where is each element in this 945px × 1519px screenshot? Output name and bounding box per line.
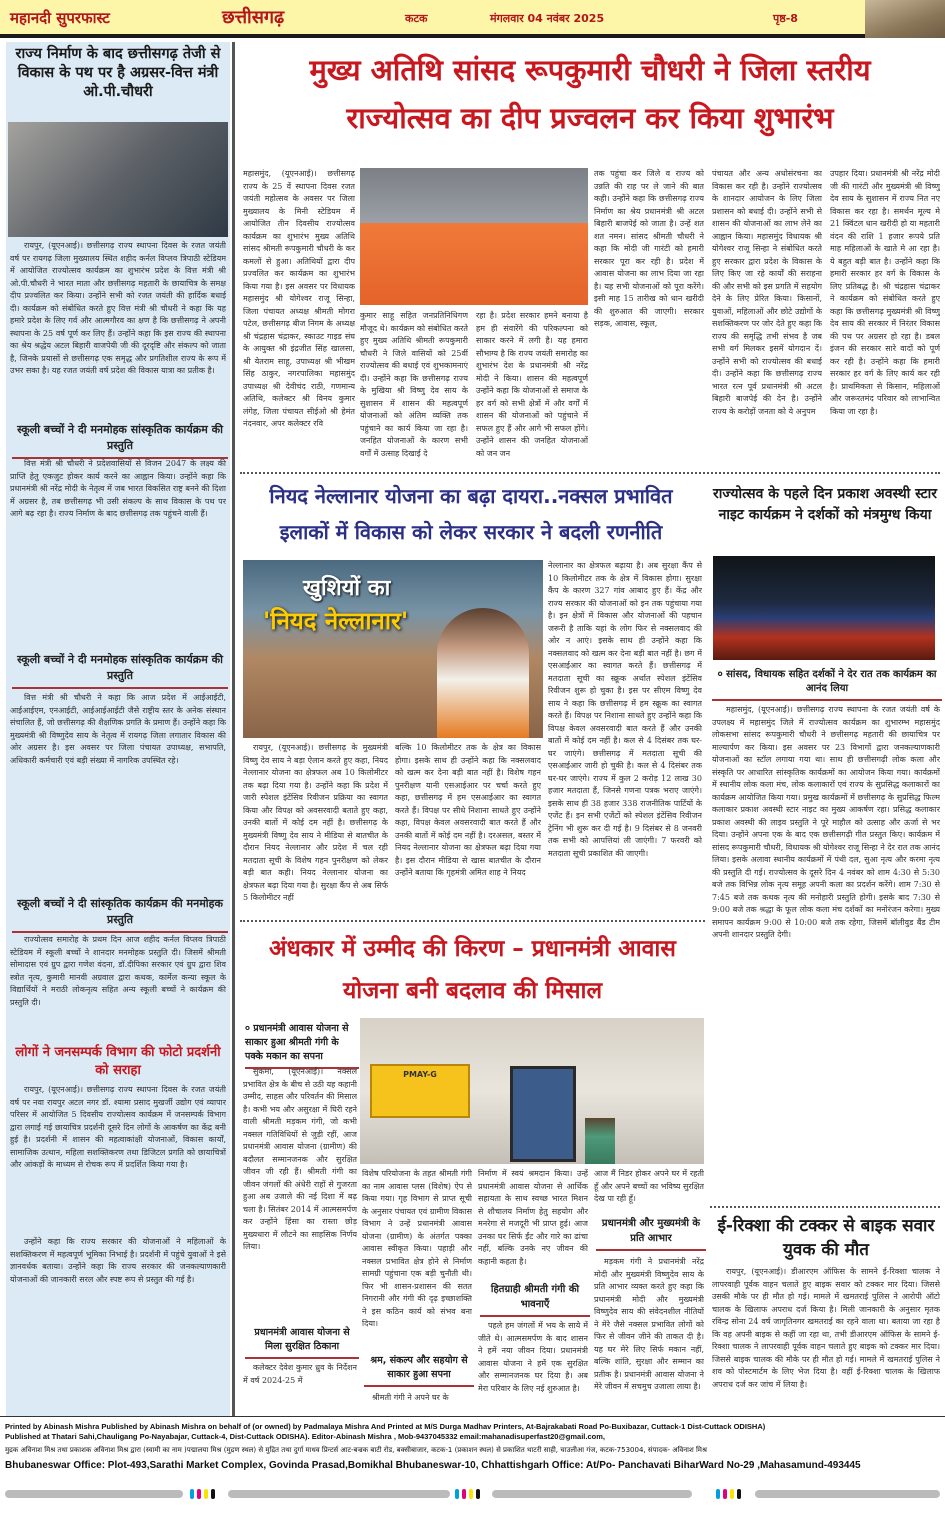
niyad-headline-line-1: नियद नेल्लानार योजना का बढ़ा दायरा..नक्सल प्रभावित xyxy=(269,484,673,508)
left-subhead-1: स्कूली बच्चों ने दी मनमोहक सांस्कृतिक कार्यक्रम की प्रस्तुति xyxy=(12,422,228,459)
page-number: पृष्ठ-8 xyxy=(773,12,798,25)
awas-headline xyxy=(240,928,705,1012)
star-night-photo xyxy=(713,556,935,660)
lead-col-2: कुमार साहू सहित जनप्रतिनिधिगण मौजूद थे। कार्यक्रम को संबोधित करते हुए मुख्य अतिथि श्रीमती रूपकुमारी चौधरी ने जिले वासियों को 25वीं राज्योत्सव की बधाई एवं शुभकामनाएं दी। उन्होंने कहा कि छत्तीसगढ़ राज्य के मुखिया श्री विष्णु देव साय के सुशासन में शासन की महत्वपूर्ण योजनाओं को अंतिम व्यक्ति तक पहुंचाने का कार्य किया जा रहा है। जनहित योजनाओं के कारण सभी वर्गों में उत्साह दिखाई दे xyxy=(360,311,468,458)
registration-bar xyxy=(5,1490,183,1498)
lead-col-1: महासमुंद, (यूएनआई)। छत्तीसगढ़ राज्य के 25 वें स्थापना दिवस रजत जयंती महोत्सव के अवसर पर जिला मुख्यालय के मिनी स्टेडियम में आयोजित तीन दिवसीय राज्योत्सव कार्यक्रम का शुभारंभ मुख्य अतिथि सांसद श्रीमती रूपकुमारी चौधरी के कर कमलों से हुआ। अतिथियों द्वारा दीप प्रज्वलित कर कार्यक्रम का शुभारंभ किया गया है। इस अवसर पर विधायक महासमुंद श्री योगेश्वर राजू सिन्हा, जिला पंचायत अध्यक्ष श्रीमती मोगरा पटेल, छत्तीसगढ़ बीज निगम के अध्यक्ष श्री चंद्रहास चंद्राकर, स्काउट गाइड संघ के आयुक्त श्री इंद्रजीत सिंह खालसा, श्री येतराम साहू, उपाध्यक्ष श्री भीखम सिंह ठाकुर, नगरपालिका महासमुंद उपाध्यक्ष श्री देवीचंद राठी, गणमान्य अतिथि, कलेक्टर श्री विनय कुमार लंगेह, जिला पंचायत सीईओ श्री हेमंत नंदनवार, अपर कलेक्टर रवि xyxy=(243,169,355,428)
left-para-1: रायपुर, (यूएनआई)। छत्तीसगढ़ राज्य स्थापना दिवस के रजत जयंती वर्ष पर रायगढ़ जिला मुख्यालय स्थित शहीद कर्नल विप्लव त्रिपाठी स्टेडियम में आयोजित राज्योत्सव कार्यक्रम का शुभारंभ प्रदेश के वित्त मंत्री श्री ओ.पी.चौधरी ने भारत माता और छत्तीसगढ़ महतारी के छायाचित्र के समक्ष दीप प्रज्वलित कर किया। उन्होंने सभी को रजत जयंती की हार्दिक बधाई दी। कार्यक्रम को संबोधित करते हुए वित्त मंत्री श्री चौधरी ने कहा कि यह हमारे प्रदेश के लिए गर्व और आत्मगौरव का क्षण है कि छत्तीसगढ़ ने अपनी स्थापना के 25 वर्ष पूर्ण कर लिए हैं। उन्होंने कहा कि इस राज्य की स्थापना का श्रेय श्रद्धेय अटल बिहारी वाजपेयी जी की दूरदृष्टि और संकल्प को जाता है, जिनके प्रयासों से छत्तीसगढ़ एक समृद्ध और प्रगतिशील राज्य के रूप में उभर सका है। यह रजत जयंती वर्ष प्रदेश की विकास यात्रा का प्रतीक है। xyxy=(10,241,226,375)
photo-caption-line-1: खुशियों का xyxy=(303,576,391,601)
temple-image xyxy=(865,0,945,38)
star-night-headline: राज्योत्सव के पहले दिन प्रकाश अवस्थी स्टार नाइट कार्यक्रम ने दर्शकों को मंत्रमुग्ध किया xyxy=(713,486,937,523)
awas-col-4: आज मैं निडर होकर अपने घर में रहती हूँ और अपने बच्चों का भविष्य सुरक्षित देख पा रही हूँ। xyxy=(594,1169,704,1203)
imprint-line-2: Published at Thatari Sahi,Chauligang Po-Nayabajar, Cuttack-4, Dist-Cuttack ODISHA). Editor-Abinash Mishra , Mob-9437045332 email:mahanadisuperfast20@gmail.com, xyxy=(5,1432,605,1441)
dotted-divider xyxy=(710,1206,940,1208)
lead-headline xyxy=(240,46,940,142)
awas-headline-line-2: योजना बनी बदलाव की मिसाल xyxy=(342,978,603,1004)
minister-photo xyxy=(8,122,228,237)
star-night-subhead: ० सांसद, विधायक सहित दर्शकों ने देर रात तक कार्यक्रम का आनंद लिया xyxy=(712,668,942,701)
niyad-photo xyxy=(243,560,543,738)
column-divider xyxy=(232,42,235,1416)
left-para-3: वित्त मंत्री श्री चौधरी ने कहा कि आज प्रदेश में आईआईटी, आईआईएम, एनआईटी, आईआईआईटी जैसे राष्ट्रीय स्तर के अनेक संस्थान संचालित हैं, जो छत्तीसगढ़ की शैक्षणिक प्रगति के प्रमाण हैं। उन्होंने कहा कि मुख्यमंत्री श्री विष्णुदेव साय के नेतृत्व में रायगढ़ जिला लगातार विकास की ओर अग्रसर है। इस अवसर पर जिला पंचायत उपाध्यक्ष, सभापति, अधिकारी कर्मचारी एवं बड़ी संख्या में नागरिक उपस्थित रहे। xyxy=(10,693,226,765)
awas-col1-subhead: प्रधानमंत्री आवास योजना से मिला सुरक्षित ठिकाना xyxy=(245,1326,359,1359)
footer-rule xyxy=(0,1416,945,1417)
left-para-6: उन्होंने कहा कि राज्य सरकार की योजनाओं ने महिलाओं के सशक्तिकरण में महत्वपूर्ण भूमिका निभाई है। प्रदर्शनी में पहुंचे युवाओं ने इसे ज्ञानवर्धक बताया। उन्होंने कहा कि राज्य सरकार की जनकल्याणकारी योजनाओं की जानकारी सरल और स्पष्ट रूप से प्रस्तुत की गई है। xyxy=(10,1237,226,1284)
star-night-body: महासमुंद, (यूएनआई)। छत्तीसगढ़ राज्य स्थापना के रजत जयंती वर्ष के उपलक्ष्य में महासमुंद जिले में राज्योत्सव कार्यक्रम का शुभारम्भ महासमुंद लोकसभा सांसद रूपकुमारी चौधरी ने छत्तीसगढ़ महतारी की छायाचित्र पर माल्यार्पण कर किया। इस अवसर पर 23 विभागों द्वारा जनकल्याणकारी योजनाओं का स्टॉल लगाया गया था। साथ ही छत्तीसगढ़ी लोक कला और संस्कृति पर आधारित सांस्कृतिक कार्यक्रमों का आयोजन किया गया। कार्यक्रमों में स्थानीय लोक कला मंच, लोक कलाकारों एवं राज्य के सुप्रसिद्ध कलाकारों का कार्यक्रम आयोजित किया गया। प्रमुख कार्यक्रमों में छत्तीसगढ़ के सुप्रसिद्ध फिल्म कलाकार प्रकाश अवस्थी स्टार नाइट का मुख्य आकर्षण रहा। प्रसिद्ध कलाकार प्रकाश अवस्थी की लाइव प्रस्तुति ने पूरे माहौल को उत्साह और ऊर्जा से भर दिया। उन्होंने अपना एक के बाद एक छत्तीसगढ़ी गीत प्रस्तुत किए। कार्यक्रम में सांसद रूपकुमारी चौधरी, विधायक श्री योगेश्वर राजू सिन्हा ने देर रात तक आनंद लिया। इसके अलावा स्थानीय कार्यक्रमों में पंथी दल, सुआ नृत्य और करमा नृत्य की प्रस्तुति दी गई। राज्योत्सव के दूसरे दिन 4 नवंबर को शाम 4:30 से 5:30 बजे तक विभिन्न लोक नृत्य समूह अपनी कला का प्रदर्शन करेंगे। शाम 7:30 से 7:45 बजे तक कथक नृत्य की मनोहारी प्रस्तुति होगी। इसके बाद 7:30 से 9:00 बजे तक श्रद्धा के फूल लोक कला मंच दर्शकों का मनोरंजन करेगा। मुख्य समापन कार्यक्रम 9:00 से 10:00 बजे तक रहेगा, जिसमें बॉलीवुड बैंड टीम अपनी शानदार प्रस्तुति देगी। xyxy=(712,705,940,939)
left-para-5: रायपुर, (यूएनआई)। छत्तीसगढ़ राज्य स्थापना दिवस के रजत जयंती वर्ष पर नवा रायपुर अटल नगर डॉ. श्यामा प्रसाद मुखर्जी उद्योग एवं व्यापार परिसर में आयोजित 5 दिवसीय राज्योत्सव कार्यक्रम में जनसम्पर्क विभाग द्वारा लगाई गई छायाचित्र प्रदर्शनी दूसरे दिन लोगों के आकर्षण का केंद्र बनी हुई है। प्रदर्शनी में शासन की महत्वाकांक्षी योजनाओं, विकास कार्यों, सामाजिक उत्थान, महिला सशक्तिकरण तथा डिजिटल प्रगति को छायाचित्रों और आंकड़ों के माध्यम से रोचक रूप में प्रदर्शित किया गया है। xyxy=(10,1085,226,1169)
left-headline-2: लोगों ने जनसम्पर्क विभाग की फोटो प्रदर्शनी को सराहा xyxy=(15,1045,221,1078)
lead-col-4: तक पहुंचा कर जिले व राज्य को उन्नति की राह पर ले जाने की बात कही। उन्होंने कहा कि छत्तीसगढ़ राज्य निर्माण का श्रेय प्रधानमंत्री श्री अटल बिहारी बाजपेई को जाता है। उन्हें शत शत नमन। सांसद श्रीमती चौधरी ने कहा कि मोदी जी गारंटी को हमारी सरकार पूरा कर रही है। प्रदेश में आवास योजना का लाभ दिया जा रहा है। यह सभी योजनाओं को पूरा करेंगे। इसी माह 15 तारीख को धान खरीदी की शुरुआत की जाएगी। सरकार सड़क, आवास, स्कूल, xyxy=(594,169,704,328)
left-headline: राज्य निर्माण के बाद छत्तीसगढ़ तेजी से विकास के पथ पर है अग्रसर-वित्त मंत्री ओ.पी.चौधरी xyxy=(15,46,221,100)
awas-col-1: सुकमा, (यूएनआई)। नक्सल प्रभावित क्षेत्र के बीच से उठी यह कहानी उम्मीद, साहस और परिवर्तन की मिसाल है। कभी भय और असुरक्षा में घिरी रहने वाली श्रीमती मड़कम गंगी, जो कभी नक्सल गतिविधियों से जुड़ी रहीं, आज प्रधानमंत्री आवास योजना (ग्रामीण) की बदौलत सम्मानजनक और सुरक्षित जीवन जी रही हैं। श्रीमती गंगी का जीवन जंगलों की अंधेरी राहों से गुजरता हुआ अब उजाले की नई दिशा में बढ़ चला है। सितंबर 2014 में आत्मसमर्पण कर उन्होंने हिंसा का रास्ता छोड़ मुख्यधारा में लौटने का साहसिक निर्णय लिया। xyxy=(243,1067,357,1251)
masthead xyxy=(0,0,945,38)
registration-dots xyxy=(716,1489,741,1499)
imprint-line-hindi: मुद्रक अविनाश मिश्र तथा प्रकाशक अविनाश मिश्र द्वारा (स्वामी का नाम )पद्मालया मिश्र (मुद्रण स्थल) से मुद्रित तथा दुर्गा माधव प्रिन्टर्स आट-बज्रक बाटी रोड, बक्सीबाजार, कटक-1 (प्रकाशन स्थल) से प्रकाशित थाटरी साही, चाउलीआ गंज, कटक-753004, संपादक- अविनाश मिश्र xyxy=(5,1446,707,1454)
awas-headline-line-1: अंधकार में उम्मीद की किरण – प्रधानमंत्री आवास xyxy=(269,936,676,962)
lead-col-6: उपहार दिया। प्रधानमंत्री श्री नरेंद्र मोदी जी की गारंटी और मुख्यमंत्री श्री विष्णु देव साय के सुशासन में राज्य नित नए विकास कर रहा है। समर्थन मूल्य मे 21 क्विंटल धान खरीदी हो या महतारी वंदन की राशि 1 हजार रूपये प्रति माह महिलाओं के खाते मे आ रहा है। ये बहुत बड़ी बात है। उन्होंने कहा कि हमारी सरकार हर वर्ग के विकास के लिए प्रतिबद्ध है। श्री चंद्रहास चंद्राकर ने कार्यक्रम को संबोधित करते हुए कहा कि छत्तीसगढ़ मुख्यमंत्री श्री विष्णु देव साय की सरकार में निरंतर विकास की पथ पर अग्रसर हो रहा है। डबल इंजन की सरकार सारे वादों को पूर्ण कर रही है। उन्होंने कहा कि हमारी सरकार हर वर्ग के लिए कार्य कर रही है। प्राथमिकता से किसान, महिलाओं और जरूरतमंद परिवार को लाभान्वित किया जा रहा है। xyxy=(830,169,940,416)
date: मंगलवार 04 नवंबर 2025 xyxy=(490,12,605,25)
erickshaw-headline: ई-रिक्शा की टक्कर से बाइक सवार युवक की मौत xyxy=(717,1216,935,1260)
left-subhead-3: स्कूली बच्चों ने दी सांस्कृतिक कार्यक्रम की मनमोहक प्रस्तुति xyxy=(12,896,228,933)
awas-house-photo xyxy=(360,1018,704,1164)
registration-dots xyxy=(190,1489,215,1499)
awas-col-4b: मड़कम गंगी ने प्रधानमंत्री नरेंद्र मोदी और मुख्यमंत्री विष्णुदेव साय के प्रति आभार व्यक्त करते हुए कहा कि प्रधानमंत्री मोदी और मुख्यमंत्री विष्णुदेव साय की संवेदनशील नीतियों ने मेरे जैसे नक्सल प्रभावित लोगों को फिर से जीवन जीने की ताकत दी है। यह घर मेरे लिए सिर्फ मकान नहीं, बल्कि शांति, सुरक्षा और सम्मान का प्रतीक है। प्रधानमंत्री आवास योजना ने मेरे जीवन में सचमुच उजाला लाया है। xyxy=(594,1257,704,1391)
left-subhead-2: स्कूली बच्चों ने दी मनमोहक सांस्कृतिक कार्यक्रम की प्रस्तुति xyxy=(12,652,228,689)
awas-col-2: विशेष परियोजना के तहत श्रीमती गंगी का नाम आवास प्लस (विशेष) ऐप से किया गया। गृह विभाग से प्राप्त सूची के अनुसार पंचायत एवं ग्रामीण विकास विभाग ने उन्हें प्रधानमंत्री आवास योजना (ग्रामीण) के अंतर्गत पक्का आवास स्वीकृत किया। पहाड़ी और नक्सल प्रभावित क्षेत्र होने से निर्माण सामग्री पहुंचाना एक बड़ी चुनौती थी। फिर भी शासन-प्रशासन की सतत निगरानी और गंगी की दृढ़ इच्छाशक्ति ने इस कठिन कार्य को संभव बना दिया। xyxy=(362,1169,472,1328)
imprint-footer xyxy=(0,1418,945,1519)
awas-col-2b: श्रीमती गंगी ने अपने घर के xyxy=(372,1393,449,1402)
photo-caption-line-2: 'नियद नेल्लानार' xyxy=(263,607,409,635)
paper-name: महानदी सुपरफास्ट xyxy=(10,9,110,27)
dotted-divider xyxy=(240,920,705,922)
lead-col-5: पंचायत और अन्य अधोसंरचना का विकास कर रही है। उन्होंने राज्योत्सव के शानदार आयोजन के लिए जिला प्रशासन को बधाई दी। उन्होंने सभी से शासन की योजनाओं का लाभ लेने का आह्वान किया। महासमुंद विधायक श्री योगेश्वर राजू सिन्हा ने संबोधित करते हुए सरकार द्वारा प्रदेश के विकास के लिए किए जा रहे कार्यों की सराहना की और सभी को इस प्रगति में सहयोग देने के लिए प्रेरित किया। किसानों, युवाओं, महिलाओं और छोटे उद्योगों के सशक्तिकरण पर जोर देते हुए कहा कि राज्य की समृद्धि तभी संभव है जब सभी वर्ग मिलकर इसमें योगदान दें। उन्होंने सभी को राज्योत्सव की बधाई दी। उन्होंने कहा कि छत्तीसगढ़ राज्य भारत रत्न पूर्व प्रधानमंत्री श्री अटल बिहारी बाजपेई की देन है। उन्होंने राज्य के करोड़ों जनता को ये अनुपम xyxy=(712,169,822,416)
section-name: छत्तीसगढ़ xyxy=(222,7,285,28)
left-para-4: राज्योत्सव समारोह के प्रथम दिन आज शहीद कर्नल विप्लव त्रिपाठी स्टेडियम में स्कूली बच्चों ने शानदार मनमोहक प्रस्तुति दी। जिसमें श्रीमती सोमादास एवं ग्रुप द्वारा गणेश वंदना, डॉ.दीपिका सरकार एवं ग्रुप द्वारा शिव स्त्रोत नृत्य, कुमारी मानवी अग्रवाल द्वारा कथक, कार्मेल कन्या स्कूल के विद्यार्थियों ने मराठी लोकनृत्य सहित अन्य स्कूली बच्चों ने कार्यक्रम की प्रस्तुति दी। xyxy=(10,935,226,1007)
niyad-right-text: नेल्लानार का क्षेत्रफल बढ़ाया है। अब सुरक्षा कैंप से 10 किलोमीटर तक के क्षेत्र में विकास होगा। सुरक्षा कैंप के कारण 327 गांव आबाद हुए हैं। केंद्र और राज्य सरकार की योजनाओं को इन तक पहुंचाया गया है। इन क्षेत्रों में विकास और योजनाओं की पहचान जरूरी है ताकि यहां के लोग फिर से नक्सलवाद की ओर न आएं। इसके साथ ही उन्होंने कहा कि नक्सलवाद को खत्म कर देना बड़ी बात नहीं है। छग में एसआईआर का स्वागत करते हैं। छत्तीसगढ़ में मतदाता सूची का स्क्रूक अर्थात स्पेशल इंटेंसिव रिवीजन शुरू हो चुका है। इस पर सीएम विष्णु देव साय ने कहा कि छत्तीसगढ़ में हम स्क्रूक का स्वागत करते हैं। विपक्ष पर निशाना साधते हुए उन्होंने कहा कि विपक्ष केवल अवसरवादी बात करते हैं और उनकी बातों में कोई दम नहीं है। कल से 4 दिसंबर तक घर-घर जाएंगे। छत्तीसगढ़ में मतदाता सूची की एसआईआर जारी हो चुकी है। कल से 4 दिसंबर तक घर-घर जाएंगे। राज्य में कुल 2 करोड़ 12 लाख 30 हजार मतदाता हैं, जिनसे गणना पत्रक भराए जाएंगे। इसके साथ ही 38 हजार 338 राजनीतिक पार्टियों के एजेंट हैं। इन सभी एजेंटों को स्पेशल इंटेंसिव रिवीजन ट्रेनिंग भी शुरू कर दी गई है। 9 दिसंबर से 8 जनवरी तक सभी को आपत्तियां ली जाएंगी। 7 फरवरी को मतदाता सूची प्रकाशित की जाएगी। xyxy=(548,561,702,858)
dotted-divider xyxy=(240,472,940,474)
awas-col-3: निर्माण में स्वयं श्रमदान किया। उन्हें प्रधानमंत्री आवास योजना से आर्थिक सहायता के साथ स्वच्छ भारत मिशन से शौचालय निर्माण हेतु सहयोग और मनरेगा से मजदूरी भी प्राप्त हुई। आज उनका घर सिर्फ ईंट और गारे का ढांचा नहीं, बल्कि उनके नए जीवन की कहानी कहता है। xyxy=(478,1169,588,1266)
left-column xyxy=(6,42,230,1416)
office-addresses: Bhubaneswar Office: Plot-493,Sarathi Market Complex, Govinda Prasad,Bomikhal Bhubaneswar-10, Chhattishgarh Office: At/Po- Panchavati BiharWard No-29 ,Mahasamund-493445 xyxy=(5,1460,861,1471)
niyad-col-2: बल्कि 10 किलोमीटर तक के क्षेत्र का विकास होगा। इसके साथ ही उन्होंने कहा कि नक्सलवाद को खत्म कर देना बड़ी बात नहीं है। विशेष गहन पुनरीक्षण यानी एसआईआर पर चर्चा करते हुए कहा, छत्तीसगढ़ में हम एसआईआर का स्वागत करते हैं। विपक्ष पर सीधे निशाना साधते हुए उन्होंने कहा, विपक्ष केवल अवसरवादी बात करते हैं और उनकी बातों में कोई दम नहीं है। दरअसल, बस्तर में नियद नेल्लानार योजना का क्षेत्रफल बढ़ा दिया गया है। इस दौरान मीडिया से खास बातचीत के दौरान उन्होंने बताया कि गृहमंत्री अमित शाह ने नियद xyxy=(395,743,541,877)
awas-col-3b: पहले हम जंगलों में भय के साये में जीते थे। आत्मसमर्पण के बाद शासन ने हमें नया जीवन दिया। प्रधानमंत्री आवास योजना ने हमें एक सुरक्षित और सम्मानजनक घर दिया है। अब मेरा परिवार के लिए नई शुरुआत है। xyxy=(478,1321,588,1393)
awas-pull-quote: ० प्रधानमंत्री आवास योजना से साकार हुआ श्रीमती गंगी के पक्के मकान का सपना xyxy=(245,1022,359,1069)
awas-col3-subhead: हितग्राही श्रीमती गंगी की भावनाएँ xyxy=(480,1282,590,1317)
niyad-headline xyxy=(240,478,702,550)
registration-bar xyxy=(228,1490,450,1498)
awas-col2-subhead: श्रम, संकल्प और सहयोग से साकार हुआ सपना xyxy=(364,1354,474,1387)
lead-headline-line-1: मुख्य अतिथि सांसद रूपकुमारी चौधरी ने जिला स्तरीय xyxy=(309,53,871,87)
cm-portrait xyxy=(437,608,529,738)
registration-bar xyxy=(755,1490,940,1498)
left-para-2: वित्त मंत्री श्री चौधरी ने प्रदेशवासियों से विजन 2047 के लक्ष्य की प्राप्ति हेतु एकजुट होकर कार्य करने का आह्वान किया। उन्होंने कहा कि प्रधानमंत्री श्री नरेंद्र मोदी के नेतृत्व में जब भारत विकसित राष्ट्र बनने की दिशा में अग्रसर है, तब छत्तीसगढ़ भी उसी संकल्प के साथ विकास के पथ पर आगे बढ़ रहा है। राज्य निर्माण के बाद छत्तीसगढ़ तक पहुंचने वाली हैं। xyxy=(10,459,226,518)
imprint-line-1: Printed by Abinash Mishra Published by Abinash Mishra on behalf of (or owned) by Padmalaya Mishra And Printed at M/S Durga Madhav Printers, At-Bajrakabati Road Po-Buxibazar, Cuttack-1 Dist-Cuttack ODISHA) xyxy=(5,1422,766,1431)
registration-dots xyxy=(455,1489,480,1499)
erickshaw-body: रायपुर, (यूएनआई)। डीआरएम ऑफिस के सामने ई-रिक्शा चालक ने लापरवाही पूर्वक वाहन चलाते हुए बाइक सवार को टक्कर मार दिया। जिससे उसकी मौके पर ही मौत हो गई। मामले में खमतराई पुलिस ने आरोपी ऑटो चालक के खिलाफ अपराध दर्ज किया है। मिली जानकारी के अनुसार मृतक रविन्द्र सोना 24 वर्ष जागृतिनगर खमतराई का रहने वाला था। बताया जा रहा है कि वह अपनी बाइक से कहीं जा रहा था, तभी डीआरएम ऑफिस के सामने ई-रिक्शा चालक ने लापरवाही पूर्वक वाहन चलाते हुए बाइक को टक्कर मार दिया। जिससे बाइक चालक की मौके पर ही मौत हो गई। मामले में खमतराई पुलिस ने शव को पोस्टमार्टम के लिए भेज दिया है। वहीं ई-रिक्शा चालक के खिलाफ अपराध दर्ज कर जांच में लिया है। xyxy=(712,1267,940,1389)
niyad-col-1: रायपुर, (यूएनआई)। छत्तीसगढ़ के मुख्यमंत्री विष्णु देव साय ने बड़ा ऐलान करते हुए कहा, नियद नेल्लानार योजना का क्षेत्रफल अब 10 किलोमीटर तक बढ़ा दिया गया है। उन्होंने कहा कि प्रदेश में जारी स्पेशल इंटेंसिव रिवीजन प्रक्रिया का स्वागत किया और विपक्ष को अवसरवादी बताते हुए कहा, उनकी बातों में कोई दम नहीं है। छत्तीसगढ़ के मुख्यमंत्री विष्णु देव साय ने मीडिया से बातचीत के दौरान नियद नेल्लानार और प्रदेश में चल रही मतदाता सूची के विशेष गहन पुनरीक्षण को लेकर बड़ी बात कही। नियद नेल्लानार योजना का क्षेत्रफल बढ़ा दिया गया है। सुरक्षा कैंप से अब सिर्फ 5 किलोमीटर नहीं xyxy=(243,743,388,902)
mp-portrait-photo xyxy=(360,168,588,305)
house-door xyxy=(510,1066,576,1162)
awas-col4-subhead: प्रधानमंत्री और मुख्यमंत्री के प्रति आभार xyxy=(596,1216,706,1251)
lead-col-3: रहा है। प्रदेश सरकार हमने बनाया है हम ही संवारेंगे की परिकल्पना को साकार करने में लगी है। यह हमारा सौभाग्य है कि राज्य जयंती समारोह का शुभारंभ देश के प्रधानमंत्री श्री नरेंद्र मोदी ने किया। शासन की महत्वपूर्ण उन्होंने कहा कि योजनाओं से समाज के हर वर्ग को सभी क्षेत्रों में और वर्गों में शासन की योजनाओं को पहुंचाने में सफल हुए हैं और आगे भी सफल होंगे। उन्होंने शासन की जनहित योजनाओं को जन जन xyxy=(476,311,588,458)
lead-headline-line-2: राज्योत्सव का दीप प्रज्वलन कर किया शुभारंभ xyxy=(346,101,834,135)
niyad-headline-line-2: इलाकों में विकास को लेकर सरकार ने बदली रणनीति xyxy=(279,520,663,544)
registration-bar xyxy=(492,1490,692,1498)
beneficiary-figure xyxy=(585,1118,615,1164)
awas-col-1b: कलेक्टर देवेश कुमार ध्रुव के निर्देशन में वर्ष 2024-25 में xyxy=(243,1363,357,1385)
pmay-sign: PMAY-G xyxy=(370,1064,470,1118)
city: कटक xyxy=(405,12,428,25)
